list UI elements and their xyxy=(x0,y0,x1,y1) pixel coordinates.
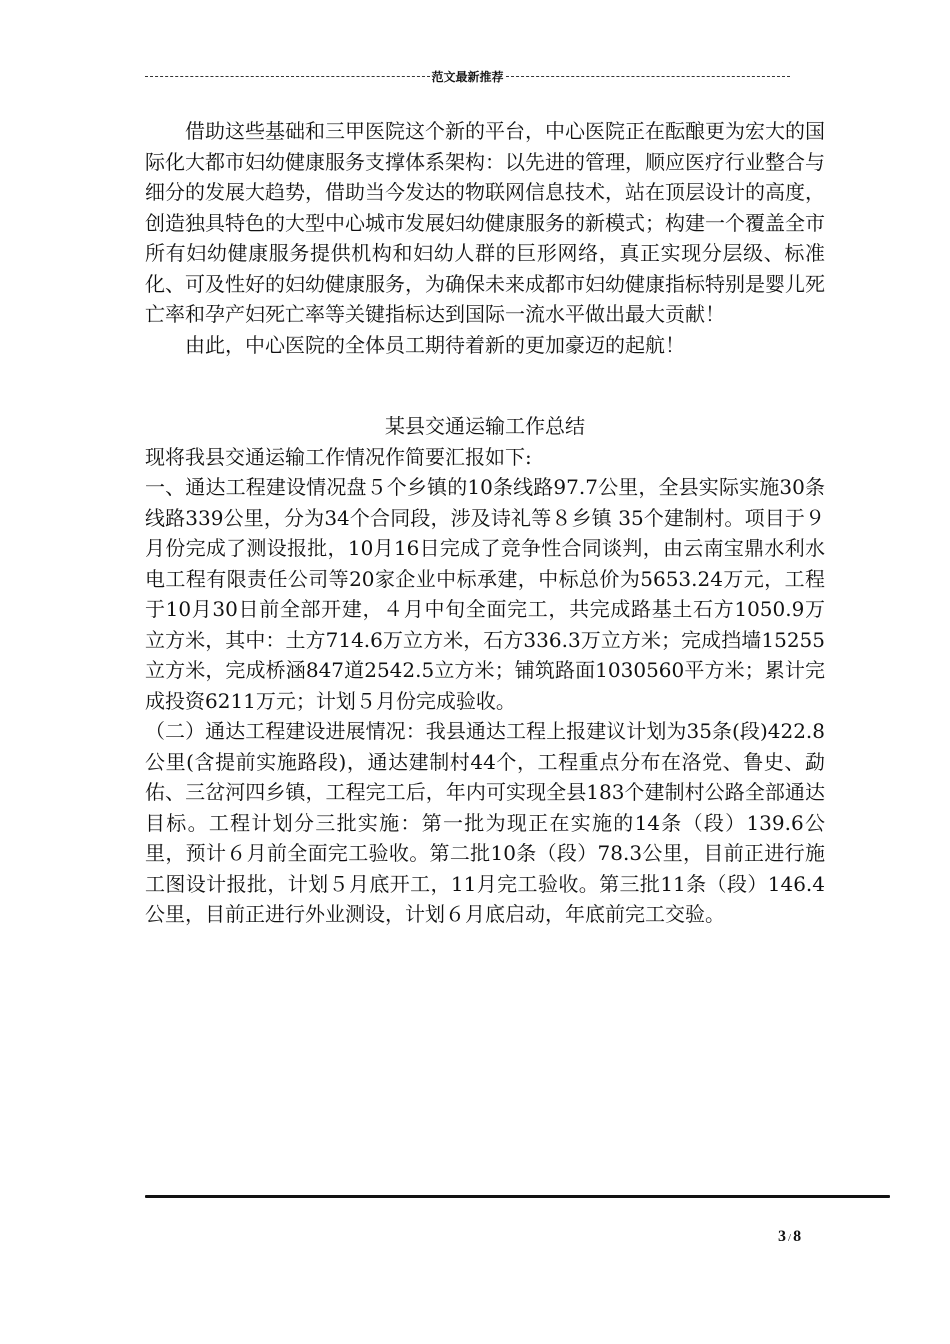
header-title: 范文最新推荐 xyxy=(431,69,504,84)
body-paragraph-2: 由此，中心医院的全体员工期待着新的更加豪迈的起航！ xyxy=(185,332,685,357)
header-dash-left xyxy=(145,76,430,77)
page-header xyxy=(145,66,790,86)
section-paragraph-2: （二）通达工程建设进展情况：我县通达工程上报建议计划为35条(段)422.8公里(含提前实施路段)，通达建制村44个，工程重点分布在洛党、鲁史、勐佑、三岔河四乡镇，工程完工后，年内可实现全县183个建制村公路全部通达目标。工程计划分三批实施：第一批为现正在实施的14条（段）139.6公里，预计６月前全面完工验收。第二批10条（段）78.3公里，目前正进行施工图设计报批，计划５月底开工，11月完工验收。第三批11条（段）146.4公里，目前正进行外业测设，计划６月底启动，年底前完工交验。 xyxy=(145,719,825,926)
page-separator: / xyxy=(788,1232,792,1244)
footer-rule xyxy=(145,1195,890,1198)
page-number xyxy=(778,1228,801,1246)
section-title: 某县交通运输工作总结 xyxy=(385,414,585,438)
section-intro: 现将我县交通运输工作情况作简要汇报如下: xyxy=(145,444,532,469)
page-current: 3 xyxy=(778,1228,786,1245)
section-paragraph-1: 一、通达工程建设情况盘５个乡镇的10条线路97.7公里，全县实际实施30条线路339公里，分为34个合同段，涉及诗礼等８乡镇 35个建制村。项目于９月份完成了测设报批，10月16日完成了竞争性合同谈判，由云南宝鼎水利水电工程有限责任公司等20家企业中标承建，中标总价为5653.24万元，工程于10月30日前全部开建，４月中旬全面完工，共完成路基土石方1050.9万立方米，其中：土方714.6万立方米，石方336.3万立方米；完成挡墙15255立方米，完成桥涵847道2542.5立方米；铺筑路面1030560平方米；累计完成投资6211万元；计划５月份完成验收。 xyxy=(145,475,825,713)
header-dash-right xyxy=(506,76,791,77)
body-paragraph-1: 借助这些基础和三甲医院这个新的平台，中心医院正在酝酿更为宏大的国际化大都市妇幼健康服务支撑体系架构：以先进的管理，顺应医疗行业整合与细分的发展大趋势，借助当今发达的物联网信息技术，站在顶层设计的高度，创造独具特色的大型中心城市发展妇幼健康服务的新模式；构建一个覆盖全市所有妇幼健康服务提供机构和妇幼人群的巨形网络，真正实现分层级、标准化、可及性好的妇幼健康服务，为确保未来成都市妇幼健康指标特别是婴儿死亡率和孕产妇死亡率等关键指标达到国际一流水平做出最大贡献！ xyxy=(145,119,825,326)
document-body xyxy=(145,116,825,930)
page-total: 8 xyxy=(793,1228,802,1245)
